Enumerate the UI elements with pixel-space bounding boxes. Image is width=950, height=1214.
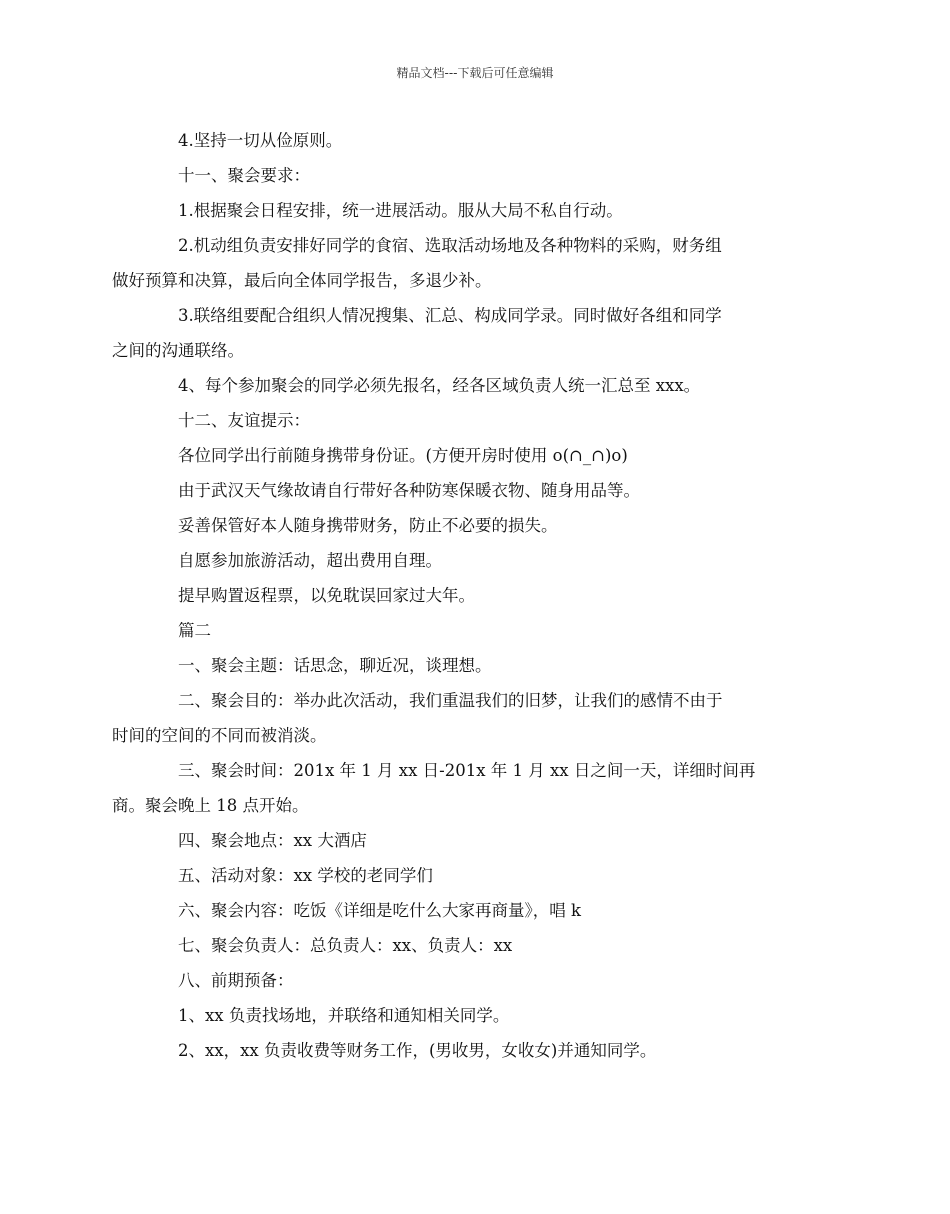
paragraph bbox=[112, 228, 805, 298]
paragraph bbox=[145, 438, 805, 473]
text-line: 4.坚持一切从俭原则。 bbox=[178, 131, 343, 150]
paragraph bbox=[112, 753, 805, 823]
text-line: 1.根据聚会日程安排，统一进展活动。服从大局不私自行动。 bbox=[178, 201, 623, 220]
page-header: 精品文档---下载后可任意编辑 bbox=[396, 66, 554, 80]
section-heading bbox=[145, 403, 805, 438]
paragraph bbox=[145, 473, 805, 508]
paragraph bbox=[145, 823, 805, 858]
paragraph bbox=[112, 683, 805, 753]
section-heading bbox=[145, 158, 805, 193]
text-line: 十二、友谊提示： bbox=[178, 411, 310, 430]
paragraph bbox=[112, 298, 805, 368]
paragraph bbox=[145, 998, 805, 1033]
text-line: 1、xx 负责找场地，并联络和通知相关同学。 bbox=[178, 1006, 510, 1025]
document-body bbox=[112, 123, 805, 1068]
paragraph bbox=[145, 543, 805, 578]
paragraph bbox=[145, 648, 805, 683]
text-line: 二、聚会目的：举办此次活动，我们重温我们的旧梦，让我们的感情不由于 bbox=[178, 691, 723, 710]
text-line: 提早购置返程票，以免耽误回家过大年。 bbox=[178, 586, 475, 605]
paragraph bbox=[145, 858, 805, 893]
text-line: 做好预算和决算，最后向全体同学报告，多退少补。 bbox=[112, 271, 492, 290]
text-line: 2.机动组负责安排好同学的食宿、选取活动场地及各种物料的采购，财务组 bbox=[178, 236, 722, 255]
text-line: 妥善保管好本人随身携带财务，防止不必要的损失。 bbox=[178, 516, 558, 535]
text-line: 七、聚会负责人：总负责人：xx、负责人：xx bbox=[178, 936, 513, 955]
text-line: 3.联络组要配合组织人情况搜集、汇总、构成同学录。同时做好各组和同学 bbox=[178, 306, 722, 325]
text-line: 八、前期预备： bbox=[178, 971, 294, 990]
paragraph bbox=[145, 893, 805, 928]
paragraph bbox=[145, 508, 805, 543]
text-line: 4、每个参加聚会的同学必须先报名，经各区域负责人统一汇总至 xxx。 bbox=[178, 376, 701, 395]
text-line: 之间的沟通联络。 bbox=[112, 341, 244, 360]
text-line: 篇二 bbox=[178, 621, 211, 640]
text-line: 自愿参加旅游活动，超出费用自理。 bbox=[178, 551, 442, 570]
text-line: 四、聚会地点：xx 大酒店 bbox=[178, 831, 367, 850]
paragraph bbox=[145, 928, 805, 963]
text-line: 六、聚会内容：吃饭《详细是吃什么大家再商量》，唱 k bbox=[178, 901, 581, 920]
text-line: 十一、聚会要求： bbox=[178, 166, 310, 185]
section-heading bbox=[145, 613, 805, 648]
text-line: 由于武汉天气缘故请自行带好各种防寒保暖衣物、随身用品等。 bbox=[178, 481, 640, 500]
text-line: 2、xx，xx 负责收费等财务工作，(男收男，女收女)并通知同学。 bbox=[178, 1041, 657, 1060]
text-line: 五、活动对象：xx 学校的老同学们 bbox=[178, 866, 433, 885]
paragraph bbox=[145, 368, 805, 403]
text-line: 商。聚会晚上 18 点开始。 bbox=[112, 796, 309, 815]
text-line: 一、聚会主题：话思念，聊近况，谈理想。 bbox=[178, 656, 492, 675]
section-heading bbox=[145, 963, 805, 998]
paragraph bbox=[145, 578, 805, 613]
text-line: 各位同学出行前随身携带身份证。(方便开房时使用 o(∩_∩)o) bbox=[178, 446, 628, 465]
paragraph bbox=[145, 193, 805, 228]
text-line: 三、聚会时间：201x 年 1 月 xx 日-201x 年 1 月 xx 日之间一天，详细时间再 bbox=[178, 761, 756, 780]
paragraph bbox=[145, 123, 805, 158]
paragraph bbox=[145, 1033, 805, 1068]
text-line: 时间的空间的不同而被消淡。 bbox=[112, 726, 327, 745]
